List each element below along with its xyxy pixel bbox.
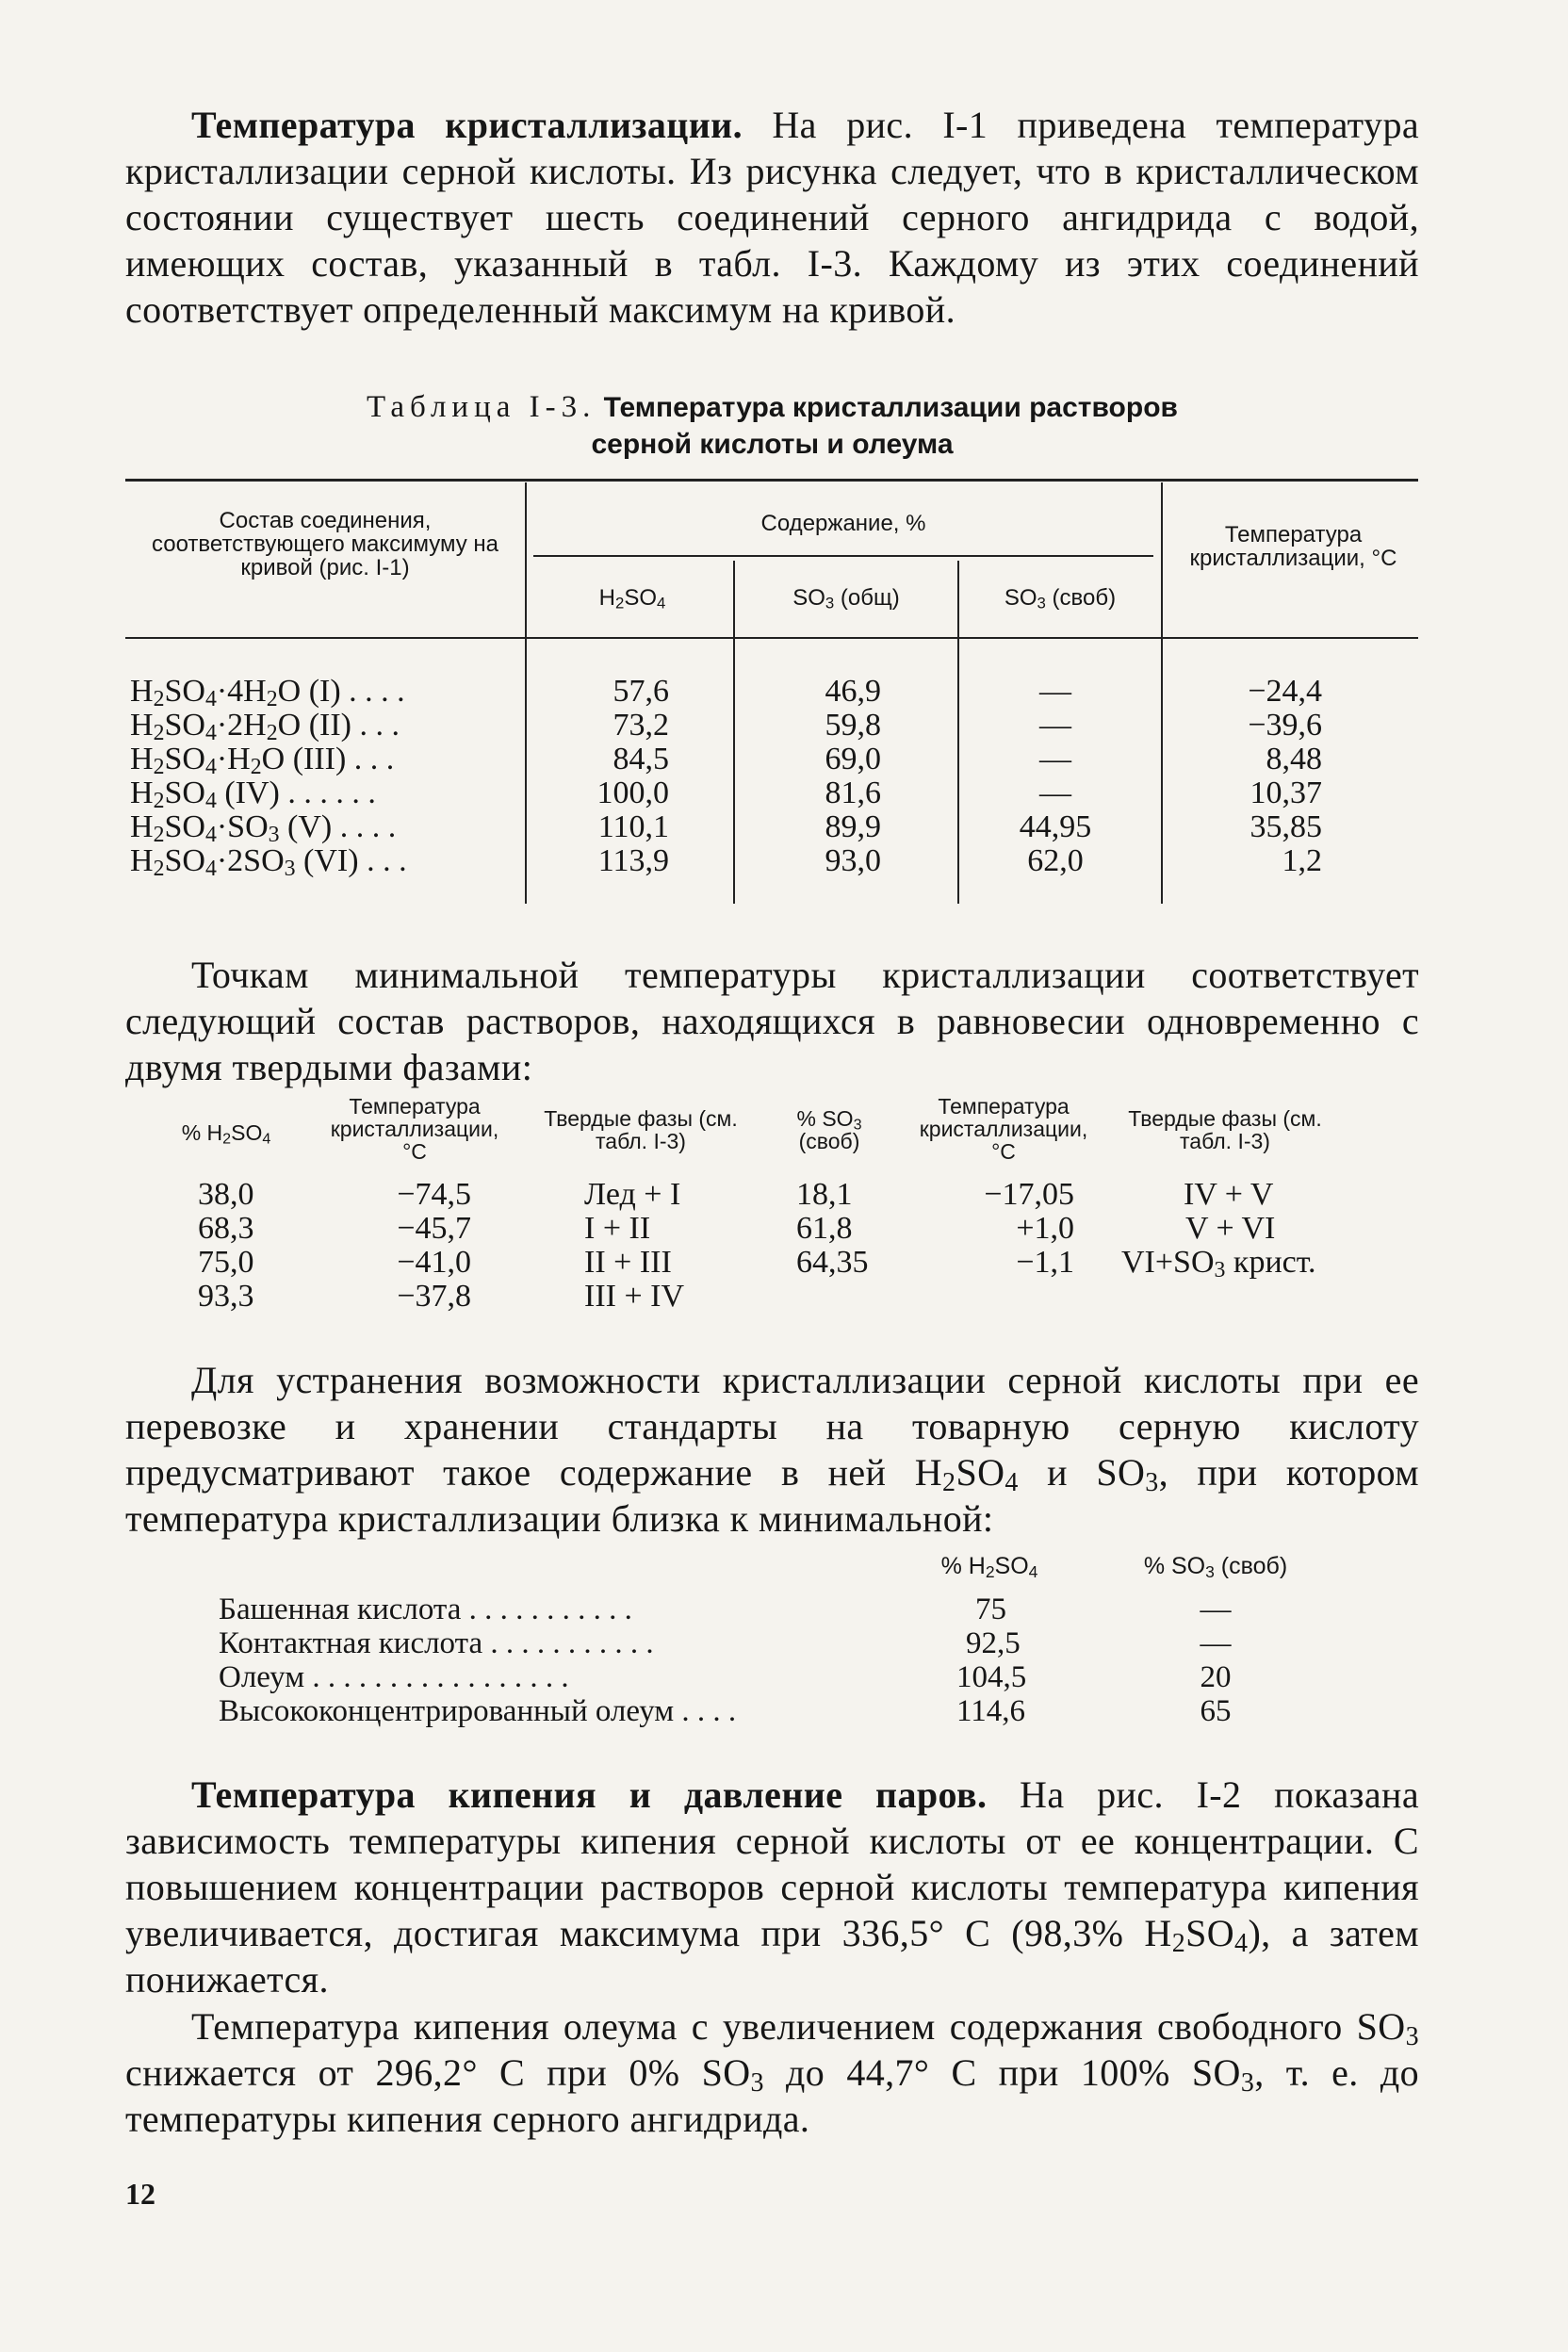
table-col-divider bbox=[733, 561, 735, 904]
t3-cell: Контактная кислота . . . . . . . . . . . bbox=[219, 1626, 654, 1660]
table-col-divider bbox=[1161, 482, 1163, 904]
table-cell: 46,9 bbox=[825, 674, 881, 709]
t2-cell: −1,1 bbox=[1016, 1245, 1074, 1280]
t3-header-so3: % $SO_3$ (своб) bbox=[1143, 1553, 1288, 1581]
table-col-so3-free bbox=[980, 675, 1131, 878]
table-cell: 10,37 bbox=[1250, 776, 1322, 810]
t2-cell: IV + V bbox=[1184, 1177, 1274, 1212]
table-cell: 113,9 bbox=[597, 843, 669, 878]
t2-col-phases bbox=[584, 1178, 763, 1314]
table-cell: — bbox=[1039, 674, 1071, 709]
t3-name: Башенная кислота bbox=[219, 1592, 462, 1626]
t3-col-name bbox=[219, 1592, 906, 1728]
t2-cell: 93,3 bbox=[198, 1279, 254, 1314]
table-cell: $H_2SO_4\cdot H_2O$ (III) . . . bbox=[130, 742, 395, 780]
t2-header-h2so4: % $H_2SO_4$ bbox=[181, 1120, 271, 1148]
t2-cell: III + IV bbox=[584, 1279, 685, 1314]
t2-cell: I + II bbox=[584, 1211, 651, 1246]
t3-cell: Высококонцентрированный олеум . . . . bbox=[219, 1694, 737, 1728]
table-cell: — bbox=[1039, 708, 1071, 743]
t2-cell: −45,7 bbox=[397, 1211, 471, 1246]
t2-cell: −41,0 bbox=[397, 1245, 471, 1280]
t2-cell: V + VI bbox=[1185, 1211, 1276, 1246]
paragraph-minimum-points: Точкам минимальной температуры кристаллизации соответствует следующий состав растворов, находящихся в равновесии одновременно с двумя твердыми фазами: bbox=[125, 954, 1419, 1088]
table-col-so3-total bbox=[754, 675, 881, 878]
t3-header-h2so4: % $H_2SO_4$ bbox=[940, 1553, 1038, 1581]
t2-cell: Лед + I bbox=[584, 1177, 681, 1212]
table-cell: 57,6 bbox=[612, 674, 669, 709]
t3-name: Контактная кислота bbox=[219, 1626, 483, 1660]
table-cell: 1,2 bbox=[1282, 843, 1322, 878]
table-cell: $H_2SO_4\cdot 2H_2O$ (II) . . . bbox=[130, 708, 400, 746]
paragraph-boiling: Температура кипения и давление паров. На рис. I-2 показана зависимость температуры кипения серной кислоты от ее концентрации. С повышением концентрации растворов серной кислоты температура кипения увеличивается, достигая максимума при 336,5° С (98,3% $H_2SO_4$), а затем понижается. bbox=[125, 1773, 1419, 2001]
t2-cell: −74,5 bbox=[397, 1177, 471, 1212]
t2-header-phases-right: Твердые фазы (см. табл. I-3) bbox=[1128, 1106, 1322, 1153]
table-header-h2so4: $H_2SO_4$ bbox=[598, 585, 666, 612]
t2-col-phases-right bbox=[1121, 1177, 1366, 1283]
table-cell: −24,4 bbox=[1248, 674, 1322, 709]
t3-cell: — bbox=[1200, 1626, 1232, 1660]
paragraph-heading: Температура кипения и давление паров. bbox=[191, 1773, 988, 1816]
t2-cell: −17,05 bbox=[984, 1177, 1074, 1212]
t2-col-temp-right bbox=[933, 1178, 1074, 1280]
table-cell: — bbox=[1039, 742, 1071, 776]
t2-header-temperature: Температура кристаллизации, °C bbox=[330, 1094, 499, 1164]
table-col-compound bbox=[130, 674, 516, 882]
paragraph-heading: Температура кристаллизации. bbox=[191, 104, 743, 146]
table-cell: 69,0 bbox=[825, 742, 881, 776]
paragraph-standards: Для устранения возможности кристаллизации серной кислоты при ее перевозке и хранении стандарты на товарную серную кислоту предусматривают такое содержание в ней $H_2SO_4$ и $SO_3$, при котором температура кристаллизации близка к минимальной: bbox=[125, 1359, 1419, 1540]
table-cell: 44,95 bbox=[1019, 809, 1092, 844]
table-cell: 100,0 bbox=[596, 776, 669, 810]
table-cell: 73,2 bbox=[612, 708, 669, 743]
table-col-h2so4 bbox=[547, 675, 669, 878]
table-col-temperature bbox=[1187, 675, 1322, 878]
t3-cell: 104,5 bbox=[956, 1660, 1027, 1694]
table-cell: 110,1 bbox=[597, 809, 669, 844]
t3-cell: Олеум . . . . . . . . . . . . . . . . . bbox=[219, 1660, 569, 1694]
t3-name: Олеум bbox=[219, 1660, 305, 1694]
t2-cell: +1,0 bbox=[1016, 1211, 1074, 1246]
table-header-so3-total: $SO_3$ (общ) bbox=[792, 585, 900, 612]
t2-header-so3: % $SO_3$ (своб) bbox=[796, 1106, 862, 1153]
table-cell: 8,48 bbox=[1266, 742, 1322, 776]
table-cell: $H_2SO_4\cdot 2SO_3$ (VI) . . . bbox=[130, 843, 407, 882]
table-cell: 89,9 bbox=[825, 809, 881, 844]
t3-cell: 20 bbox=[1200, 1660, 1232, 1694]
t3-cell: 114,6 bbox=[956, 1694, 1026, 1728]
t3-cell: — bbox=[1200, 1592, 1232, 1626]
paragraph-text: На рис. I-1 приведена температура кристаллизации серной кислоты. Из рисунка следует, что в кристаллическом состоянии существует шесть соединений серного ангидрида с водой, имеющих состав, указанный в табл. I-3. Каждому из этих соединений соответствует определенный максимум на кривой. bbox=[125, 104, 1419, 331]
paragraph-crystallization bbox=[125, 102, 1419, 333]
table-header-composition: Состав соединения, соответствующего максимуму на кривой (рис. I-1) bbox=[151, 508, 499, 580]
table-cell: $H_2SO_4\cdot 4H_2O$ (I) . . . . bbox=[130, 674, 405, 712]
t2-col-so3 bbox=[796, 1178, 900, 1280]
table-caption-label: Таблица I-3. bbox=[367, 390, 596, 424]
t2-cell: 61,8 bbox=[796, 1211, 853, 1246]
table-cell: 35,85 bbox=[1250, 809, 1322, 844]
table-cell: 62,0 bbox=[1027, 843, 1084, 878]
table-caption-title-line2: серной кислоты и олеума bbox=[591, 429, 954, 460]
t3-cell: 92,5 bbox=[966, 1626, 1021, 1660]
table-cell: $H_2SO_4\cdot SO_3$ (V) . . . . bbox=[130, 809, 397, 848]
table-top-rule bbox=[125, 479, 1418, 482]
table-header-so3-free: $SO_3$ (своб) bbox=[1004, 585, 1117, 612]
t2-cell: −37,8 bbox=[397, 1279, 471, 1314]
t2-header-temperature-right: Температура кристаллизации, °C bbox=[919, 1094, 1088, 1164]
t3-col-h2so4 bbox=[956, 1592, 1070, 1728]
t3-name: Высококонцентрированный олеум bbox=[219, 1694, 675, 1728]
t2-cell: II + III bbox=[584, 1245, 672, 1280]
table-caption bbox=[125, 388, 1419, 427]
t2-col-h2so4 bbox=[198, 1178, 292, 1314]
table-cell: 81,6 bbox=[825, 776, 881, 810]
page-number: 12 bbox=[125, 2177, 155, 2211]
t2-col-temp bbox=[339, 1178, 471, 1314]
table-caption-title: Температура кристаллизации растворов bbox=[603, 392, 1178, 423]
table-header-rule bbox=[125, 637, 1418, 639]
t2-cell: 75,0 bbox=[198, 1245, 254, 1280]
t3-cell: Башенная кислота . . . . . . . . . . . bbox=[219, 1592, 632, 1626]
table-cell: −39,6 bbox=[1248, 708, 1322, 743]
table-cell: 84,5 bbox=[612, 742, 669, 776]
table-subheader-rule bbox=[533, 555, 1153, 557]
t2-cell: 18,1 bbox=[796, 1177, 853, 1212]
table-col-divider bbox=[525, 482, 527, 904]
t2-cell: 38,0 bbox=[198, 1177, 254, 1212]
t2-cell: 64,35 bbox=[796, 1245, 869, 1280]
table-cell: 93,0 bbox=[825, 843, 881, 878]
t2-cell: 68,3 bbox=[198, 1211, 254, 1246]
t2-cell: $VI+SO_3$ крист. bbox=[1121, 1245, 1316, 1283]
table-header-temperature: Температура кристаллизации, °C bbox=[1189, 522, 1397, 571]
t3-col-so3 bbox=[1173, 1592, 1258, 1728]
table-col-divider bbox=[957, 561, 959, 904]
table-cell: $H_2SO_4$ (IV) . . . . . . bbox=[130, 776, 376, 814]
t3-cell: 75 bbox=[975, 1592, 1006, 1626]
t2-header-phases: Твердые фазы (см. табл. I-3) bbox=[544, 1106, 738, 1153]
table-cell: — bbox=[1039, 776, 1071, 810]
t3-cell: 65 bbox=[1200, 1694, 1232, 1728]
paragraph-oleum-boiling: Температура кипения олеума с увеличением содержания свободного $SO_3$ снижается от 296,2° С при 0% $SO_3$ до 44,7° С при 100% $SO_3$, т. е. до температуры кипения серного ангидрида. bbox=[125, 2005, 1419, 2140]
table-cell: 59,8 bbox=[825, 708, 881, 743]
table-header-content: Содержание, % bbox=[760, 511, 926, 536]
